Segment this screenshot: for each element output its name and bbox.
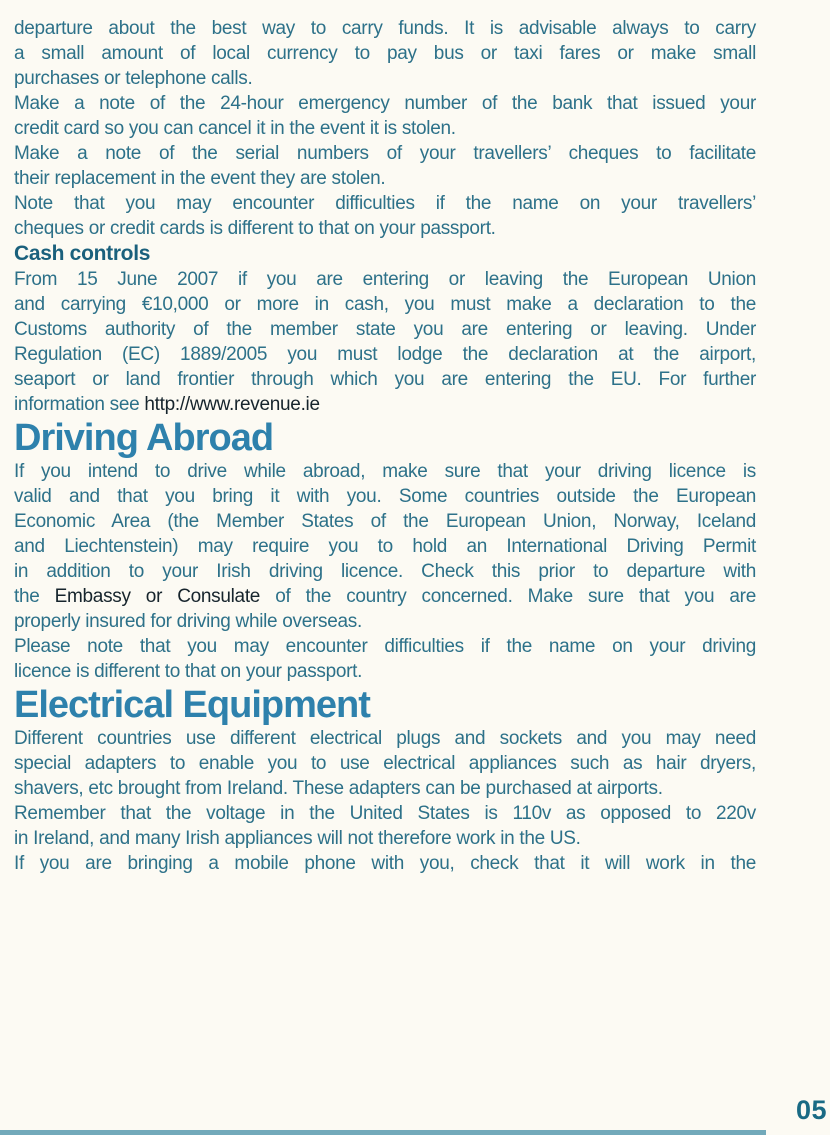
paragraph	[14, 459, 756, 634]
paragraph	[14, 801, 756, 851]
content-column	[14, 16, 756, 876]
text-line	[14, 534, 756, 559]
paragraph	[14, 851, 756, 876]
emphasized-text: Embassy or Consulate	[54, 586, 261, 607]
body-text: properly insured for driving while overseas.	[14, 611, 362, 632]
paragraph	[14, 16, 756, 91]
body-text: From 15 June 2007 if you are entering or leaving the European Union	[14, 269, 756, 290]
body-text: cheques or credit cards is different to that on your passport.	[14, 218, 496, 239]
text-line	[14, 41, 756, 66]
text-line	[14, 459, 756, 484]
body-text: Customs authority of the member state you are entering or leaving. Under	[14, 319, 756, 340]
body-text: and Liechtenstein) may require you to hold an International Driving Permit	[14, 536, 756, 557]
body-text: Different countries use different electrical plugs and sockets and you may need	[14, 728, 756, 749]
text-line	[14, 801, 756, 826]
body-text: a small amount of local currency to pay bus or taxi fares or make small	[14, 43, 756, 64]
body-text: Make a note of the serial numbers of your travellers’ cheques to facilitate	[14, 143, 756, 164]
section-heading: Electrical Equipment	[14, 684, 370, 726]
body-text: departure about the best way to carry funds. It is advisable always to carry	[14, 18, 756, 39]
body-text: Note that you may encounter difficulties if the name on your travellers’	[14, 193, 756, 214]
paragraph	[14, 91, 756, 141]
section-subheading: Cash controls	[14, 242, 151, 265]
text-line	[14, 91, 756, 116]
text-line	[14, 16, 756, 41]
body-text: valid and that you bring it with you. Some countries outside the European	[14, 486, 756, 507]
text-line	[14, 584, 756, 609]
body-text: of the country concerned. Make sure that you are	[260, 586, 756, 607]
text-line	[14, 66, 756, 91]
body-text: licence is different to that on your passport.	[14, 661, 363, 682]
paragraph	[14, 634, 756, 684]
paragraph	[14, 726, 756, 801]
body-text: Regulation (EC) 1889/2005 you must lodge the declaration at the airport,	[14, 344, 756, 365]
body-text: shavers, etc brought from Ireland. These adapters can be purchased at airports.	[14, 778, 663, 799]
text-line	[14, 851, 756, 876]
text-line	[14, 776, 756, 801]
body-text: the	[14, 586, 55, 607]
paragraph	[14, 191, 756, 241]
paragraph	[14, 141, 756, 191]
body-text: Make a note of the 24-hour emergency number of the bank that issued your	[14, 93, 756, 114]
section-heading: Driving Abroad	[14, 417, 274, 459]
text-line	[14, 751, 756, 776]
text-line	[14, 267, 756, 292]
text-line	[14, 392, 756, 417]
footer-accent-bar	[0, 1130, 766, 1135]
text-line	[14, 191, 756, 216]
text-line	[14, 367, 756, 392]
paragraph	[14, 267, 756, 417]
text-line	[14, 559, 756, 584]
text-line	[14, 141, 756, 166]
text-line	[14, 116, 756, 141]
text-line	[14, 659, 756, 684]
body-text: and carrying €10,000 or more in cash, you must make a declaration to the	[14, 294, 756, 315]
body-text: seaport or land frontier through which you are entering the EU. For further	[14, 369, 756, 390]
text-line	[14, 826, 756, 851]
body-text: credit card so you can cancel it in the event it is stolen.	[14, 118, 456, 139]
body-text: in Ireland, and many Irish appliances will not therefore work in the US.	[14, 828, 581, 849]
text-line	[14, 216, 756, 241]
text-line	[14, 292, 756, 317]
text-line	[14, 166, 756, 191]
text-line	[14, 609, 756, 634]
text-line	[14, 509, 756, 534]
body-text: If you intend to drive while abroad, make sure that your driving licence is	[14, 461, 756, 482]
text-line	[14, 484, 756, 509]
page-number: 05	[795, 1095, 827, 1125]
body-text: purchases or telephone calls.	[14, 68, 253, 89]
text-line	[14, 726, 756, 751]
body-text: in addition to your Irish driving licence. Check this prior to departure with	[14, 561, 756, 582]
body-text: information see	[14, 394, 145, 415]
body-text: Please note that you may encounter difficulties if the name on your driving	[14, 636, 756, 657]
body-text: If you are bringing a mobile phone with you, check that it will work in the	[14, 853, 756, 874]
body-text: Remember that the voltage in the United States is 110v as opposed to 220v	[14, 803, 756, 824]
body-text: their replacement in the event they are stolen.	[14, 168, 386, 189]
emphasized-text: http://www.revenue.ie	[144, 394, 320, 415]
text-line	[14, 342, 756, 367]
text-line	[14, 634, 756, 659]
text-line	[14, 317, 756, 342]
body-text: Economic Area (the Member States of the European Union, Norway, Iceland	[14, 511, 756, 532]
body-text: special adapters to enable you to use electrical appliances such as hair dryers,	[14, 753, 756, 774]
